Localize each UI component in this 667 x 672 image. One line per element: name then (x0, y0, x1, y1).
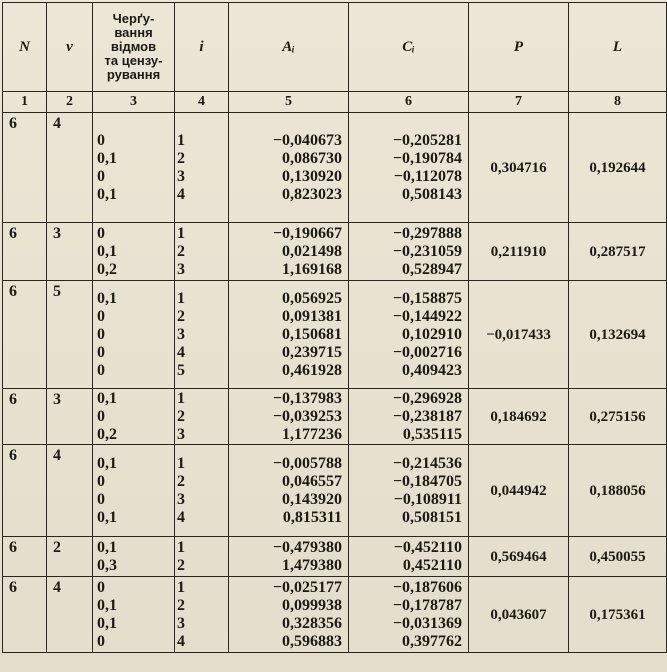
cell-value: 6 (9, 225, 17, 242)
cell-value: 0,304716 (490, 159, 547, 176)
header-alternation-text: Черґу- вання відмов та цензу- рування (104, 11, 163, 82)
cell-value: −0,190667 (272, 224, 342, 242)
cell-value: 0,508143 (402, 185, 462, 203)
cell-value: −0,040673 (272, 131, 342, 149)
cell-value: 4 (177, 632, 185, 650)
cell-value: 0,239715 (282, 343, 342, 361)
cell-value: 0,056925 (282, 289, 342, 307)
column-number: 5 (229, 92, 349, 113)
table-row (3, 113, 667, 223)
cell-alternation (93, 113, 175, 223)
cell-v (47, 223, 93, 281)
cell-n (3, 577, 47, 653)
cell-p (469, 537, 569, 577)
cell-n (3, 537, 47, 577)
cell-l (569, 113, 667, 223)
cell-value: 6 (9, 115, 17, 132)
cell-n (3, 281, 47, 389)
cell-value: 0 (97, 361, 105, 379)
column-number: 4 (175, 92, 229, 113)
cell-i (175, 281, 229, 389)
data-table (2, 2, 667, 653)
column-number: 1 (3, 92, 47, 113)
cell-value: 6 (9, 391, 17, 408)
cell-value: −0,214536 (392, 454, 462, 472)
cell-value: 0,461928 (282, 361, 342, 379)
cell-p (469, 223, 569, 281)
cell-value: −0,187606 (392, 578, 462, 596)
cell-value: 0 (97, 307, 105, 325)
cell-c (349, 577, 469, 653)
cell-l (569, 281, 667, 389)
cell-value: 6 (9, 447, 17, 464)
cell-value: 0 (97, 167, 105, 185)
cell-value: 2 (53, 539, 61, 556)
cell-l (569, 445, 667, 537)
cell-value: 0,275156 (589, 408, 646, 425)
cell-value: 0,3 (97, 556, 117, 574)
cell-alternation (93, 445, 175, 537)
cell-value: −0,178787 (392, 596, 462, 614)
cell-l (569, 577, 667, 653)
cell-value: −0,031369 (392, 614, 462, 632)
cell-value: −0,005788 (272, 454, 342, 472)
column-number: 6 (349, 92, 469, 113)
cell-v (47, 445, 93, 537)
cell-a (229, 445, 349, 537)
cell-l (569, 223, 667, 281)
cell-value: −0,297888 (392, 224, 462, 242)
cell-value: 3 (177, 260, 185, 278)
cell-i (175, 537, 229, 577)
table-row (3, 577, 667, 653)
cell-c (349, 223, 469, 281)
cell-alternation (93, 389, 175, 445)
table-body (3, 113, 667, 653)
cell-c (349, 113, 469, 223)
cell-value: 0 (97, 131, 105, 149)
cell-value: 0,132694 (589, 326, 646, 343)
cell-value: 1 (177, 538, 185, 556)
cell-value: 0,175361 (589, 606, 646, 623)
cell-value: 0,1 (97, 242, 117, 260)
cell-value: 0,046557 (282, 472, 342, 490)
cell-value: 0,188056 (589, 482, 646, 499)
cell-value: 1 (177, 131, 185, 149)
cell-value: 1 (177, 289, 185, 307)
cell-value: 0,2 (97, 425, 117, 443)
cell-c (349, 537, 469, 577)
cell-i (175, 389, 229, 445)
column-number: 2 (47, 92, 93, 113)
cell-value: 0 (97, 325, 105, 343)
cell-v (47, 281, 93, 389)
cell-value: 0,192644 (589, 159, 646, 176)
cell-value: 1 (177, 224, 185, 242)
cell-value: −0,002716 (392, 343, 462, 361)
cell-value: 0 (97, 472, 105, 490)
cell-a (229, 223, 349, 281)
cell-value: 0,2 (97, 260, 117, 278)
cell-alternation (93, 577, 175, 653)
header-alternation (93, 3, 175, 92)
cell-value: 0 (97, 632, 105, 650)
cell-value: −0,144922 (392, 307, 462, 325)
cell-n (3, 445, 47, 537)
cell-value: 0,1 (97, 614, 117, 632)
cell-a (229, 537, 349, 577)
cell-value: 1,177236 (282, 425, 342, 443)
cell-value: 0,021498 (282, 242, 342, 260)
cell-value: 2 (177, 407, 185, 425)
cell-alternation (93, 223, 175, 281)
cell-value: 0 (97, 490, 105, 508)
cell-value: 0,044942 (490, 482, 547, 499)
cell-value: 0,815311 (282, 508, 342, 526)
column-number: 7 (469, 92, 569, 113)
cell-value: 0,1 (97, 289, 117, 307)
cell-v (47, 577, 93, 653)
cell-c (349, 389, 469, 445)
cell-value: 2 (177, 556, 185, 574)
cell-value: 3 (177, 490, 185, 508)
table-row (3, 445, 667, 537)
cell-value: 0 (97, 224, 105, 242)
cell-value: 0,091381 (282, 307, 342, 325)
table-row (3, 281, 667, 389)
column-number: 3 (93, 92, 175, 113)
cell-value: 1 (177, 454, 185, 472)
cell-value: 0,143920 (282, 490, 342, 508)
cell-value: −0,112078 (393, 167, 462, 185)
cell-value: 4 (177, 343, 185, 361)
cell-c (349, 281, 469, 389)
cell-value: 2 (177, 242, 185, 260)
cell-v (47, 537, 93, 577)
cell-value: 0,535115 (402, 425, 462, 443)
cell-value: 2 (177, 596, 185, 614)
cell-p (469, 113, 569, 223)
cell-value: 0 (97, 578, 105, 596)
cell-alternation (93, 537, 175, 577)
cell-value: 0,150681 (282, 325, 342, 343)
cell-value: −0,184705 (392, 472, 462, 490)
cell-value: 0,328356 (282, 614, 342, 632)
cell-value: 5 (53, 283, 61, 300)
cell-value: 0,1 (97, 185, 117, 203)
cell-value: 3 (53, 225, 61, 242)
column-number-row (3, 92, 667, 113)
cell-value: 0,1 (97, 149, 117, 167)
cell-value: 0,211910 (490, 243, 547, 260)
cell-value: 1,169168 (282, 260, 342, 278)
cell-value: 0,1 (97, 596, 117, 614)
cell-value: 6 (9, 579, 17, 596)
cell-v (47, 389, 93, 445)
cell-a (229, 577, 349, 653)
cell-value: −0,238187 (392, 407, 462, 425)
cell-value: 1 (177, 578, 185, 596)
cell-n (3, 389, 47, 445)
cell-value: 0,287517 (589, 243, 646, 260)
cell-value: 0,452110 (402, 556, 462, 574)
cell-value: −0,137983 (272, 389, 342, 407)
cell-a (229, 281, 349, 389)
cell-value: 4 (177, 185, 185, 203)
cell-value: 4 (53, 115, 61, 132)
cell-value: 0,450055 (589, 548, 646, 565)
cell-n (3, 223, 47, 281)
cell-value: 0,1 (97, 538, 117, 556)
cell-value: 0,1 (97, 508, 117, 526)
cell-value: 0 (97, 343, 105, 361)
cell-alternation (93, 281, 175, 389)
cell-value: 6 (9, 539, 17, 556)
header-row (3, 3, 667, 92)
header-p: P (469, 3, 569, 92)
cell-value: 0,1 (97, 454, 117, 472)
cell-value: −0,017433 (486, 326, 551, 343)
cell-value: 5 (177, 361, 185, 379)
cell-n (3, 113, 47, 223)
cell-value: 0,409423 (402, 361, 462, 379)
cell-v (47, 113, 93, 223)
cell-a (229, 113, 349, 223)
cell-value: 3 (177, 614, 185, 632)
cell-value: −0,452110 (393, 538, 462, 556)
cell-value: 0,086730 (282, 149, 342, 167)
cell-value: 0,596883 (282, 632, 342, 650)
cell-i (175, 113, 229, 223)
header-n: N (3, 3, 47, 92)
cell-value: 0,184692 (490, 408, 547, 425)
cell-value: −0,231059 (392, 242, 462, 260)
cell-value: −0,190784 (392, 149, 462, 167)
cell-value: 3 (53, 391, 61, 408)
header-l: L (569, 3, 667, 92)
cell-p (469, 445, 569, 537)
cell-i (175, 577, 229, 653)
cell-value: 0,099938 (282, 596, 342, 614)
cell-p (469, 577, 569, 653)
cell-value: −0,039253 (272, 407, 342, 425)
header-a: Aᵢ (229, 3, 349, 92)
cell-value: 2 (177, 149, 185, 167)
cell-value: −0,158875 (392, 289, 462, 307)
cell-value: 0,1 (97, 389, 117, 407)
cell-value: 0,102910 (402, 325, 462, 343)
cell-value: −0,108911 (393, 490, 462, 508)
cell-value: 3 (177, 167, 185, 185)
cell-a (229, 389, 349, 445)
cell-value: 0,130920 (282, 167, 342, 185)
header-i: i (175, 3, 229, 92)
cell-value: −0,025177 (272, 578, 342, 596)
cell-value: −0,479380 (272, 538, 342, 556)
cell-value: 0,043607 (490, 606, 547, 623)
cell-value: 4 (53, 447, 61, 464)
cell-value: 4 (53, 579, 61, 596)
cell-i (175, 445, 229, 537)
cell-c (349, 445, 469, 537)
cell-value: 2 (177, 472, 185, 490)
cell-value: 6 (9, 283, 17, 300)
cell-value: 0,569464 (490, 548, 547, 565)
column-number: 8 (569, 92, 667, 113)
table-row (3, 389, 667, 445)
cell-value: 0,508151 (402, 508, 462, 526)
cell-l (569, 389, 667, 445)
cell-value: 3 (177, 425, 185, 443)
cell-value: −0,296928 (392, 389, 462, 407)
cell-p (469, 389, 569, 445)
cell-value: 4 (177, 508, 185, 526)
table-row (3, 223, 667, 281)
cell-p (469, 281, 569, 389)
cell-value: 0,397762 (402, 632, 462, 650)
cell-value: 3 (177, 325, 185, 343)
cell-value: 0,528947 (402, 260, 462, 278)
header-c: Cᵢ (349, 3, 469, 92)
cell-value: 0 (97, 407, 105, 425)
cell-value: 1 (177, 389, 185, 407)
cell-value: 2 (177, 307, 185, 325)
cell-l (569, 537, 667, 577)
cell-value: 1,479380 (282, 556, 342, 574)
header-v: v (47, 3, 93, 92)
cell-value: −0,205281 (392, 131, 462, 149)
cell-value: 0,823023 (282, 185, 342, 203)
table-row (3, 537, 667, 577)
cell-i (175, 223, 229, 281)
